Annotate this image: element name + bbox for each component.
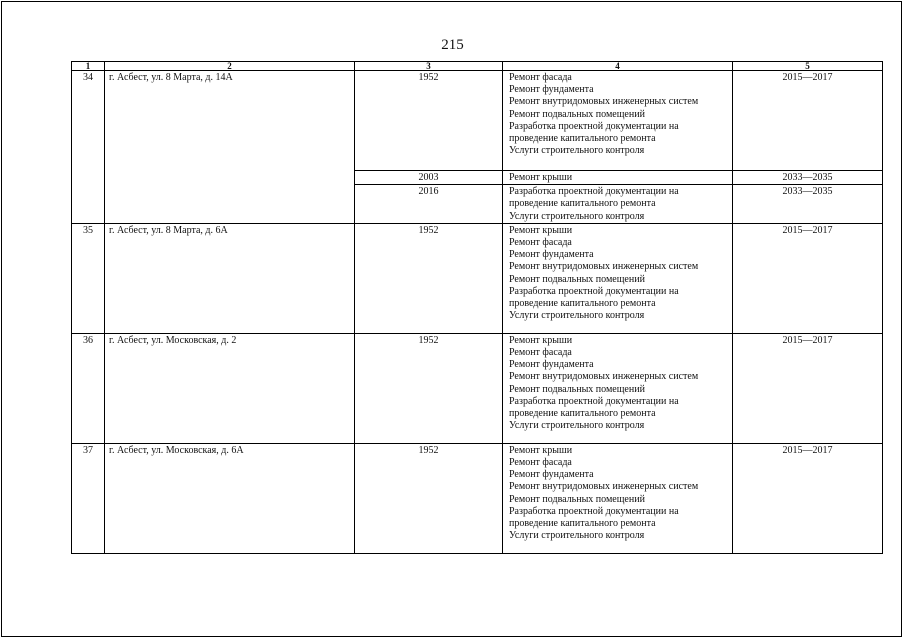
- work-item: Услуги строительного контроля: [509, 210, 645, 222]
- work-item: проведение капитального ремонта: [509, 198, 656, 210]
- work-item: Ремонт подвальных помещений: [509, 493, 645, 505]
- year-cell: 1952: [355, 333, 503, 443]
- work-item: Ремонт фундамента: [509, 249, 594, 261]
- work-item: Услуги строительного контроля: [509, 310, 645, 322]
- address-cell: г. Асбест, ул. 8 Марта, д. 6А: [105, 223, 355, 333]
- table-row: [72, 223, 883, 333]
- work-item: Ремонт крыши: [509, 172, 573, 183]
- address-cell: г. Асбест, ул. 8 Марта, д. 14А: [105, 71, 355, 224]
- table-row: [72, 333, 883, 443]
- work-item: Разработка проектной документации на: [509, 395, 679, 407]
- works-cell: [503, 443, 733, 553]
- work-item: Услуги строительного контроля: [509, 145, 645, 157]
- work-item: проведение капитального ремонта: [509, 133, 656, 145]
- work-item: Ремонт подвальных помещений: [509, 383, 645, 395]
- work-item: Ремонт внутридомовых инженерных систем: [509, 371, 699, 383]
- work-item: Ремонт крыши: [509, 224, 573, 236]
- address-cell: г. Асбест, ул. Московская, д. 2: [105, 333, 355, 443]
- header-col-1: 1: [72, 62, 105, 71]
- work-item: Разработка проектной документации на: [509, 285, 679, 297]
- table-row: [72, 71, 883, 171]
- period-cell: 2015—2017: [733, 223, 883, 333]
- work-item: Ремонт внутридомовых инженерных систем: [509, 261, 699, 273]
- work-item: Услуги строительного контроля: [509, 530, 645, 542]
- work-item: Ремонт фасада: [509, 347, 572, 359]
- work-item: проведение капитального ремонта: [509, 518, 656, 530]
- work-item: Ремонт крыши: [509, 334, 573, 346]
- repair-schedule-table: [71, 61, 883, 554]
- work-item: Ремонт подвальных помещений: [509, 273, 645, 285]
- work-item: Ремонт фасада: [509, 237, 572, 249]
- header-col-4: 4: [503, 62, 733, 71]
- work-item: Разработка проектной документации на: [509, 120, 679, 132]
- work-item: проведение капитального ремонта: [509, 298, 656, 310]
- work-item: Ремонт внутридомовых инженерных систем: [509, 481, 699, 493]
- work-item: Ремонт фасада: [509, 72, 572, 83]
- work-item: Ремонт фундамента: [509, 84, 594, 96]
- works-cell: [503, 185, 733, 224]
- header-col-5: 5: [733, 62, 883, 71]
- period-cell: 2033—2035: [733, 185, 883, 224]
- year-cell: 2016: [355, 185, 503, 224]
- row-number: 37: [72, 443, 105, 553]
- works-cell: [503, 171, 733, 185]
- row-number: 35: [72, 223, 105, 333]
- header-col-2: 2: [105, 62, 355, 71]
- work-item: Ремонт фундамента: [509, 469, 594, 481]
- address-cell: г. Асбест, ул. Московская, д. 6А: [105, 443, 355, 553]
- works-cell: [503, 223, 733, 333]
- work-item: Ремонт подвальных помещений: [509, 108, 645, 120]
- year-cell: 2003: [355, 171, 503, 185]
- header-row: [72, 62, 883, 71]
- page-number: 215: [441, 37, 464, 53]
- period-cell: 2033—2035: [733, 171, 883, 185]
- works-cell: [503, 333, 733, 443]
- work-item: Ремонт крыши: [509, 444, 573, 456]
- period-cell: 2015—2017: [733, 333, 883, 443]
- row-number: 34: [72, 71, 105, 224]
- period-cell: 2015—2017: [733, 71, 883, 171]
- work-item: Услуги строительного контроля: [509, 420, 645, 432]
- year-cell: 1952: [355, 71, 503, 171]
- work-item: Разработка проектной документации на: [509, 186, 679, 198]
- table-row: [72, 443, 883, 553]
- row-number: 36: [72, 333, 105, 443]
- work-item: Ремонт фасада: [509, 457, 572, 469]
- work-item: Разработка проектной документации на: [509, 505, 679, 517]
- header-col-3: 3: [355, 62, 503, 71]
- work-item: Ремонт фундамента: [509, 359, 594, 371]
- year-cell: 1952: [355, 223, 503, 333]
- year-cell: 1952: [355, 443, 503, 553]
- work-item: проведение капитального ремонта: [509, 408, 656, 420]
- period-cell: 2015—2017: [733, 443, 883, 553]
- works-cell: [503, 71, 733, 171]
- work-item: Ремонт внутридомовых инженерных систем: [509, 96, 699, 108]
